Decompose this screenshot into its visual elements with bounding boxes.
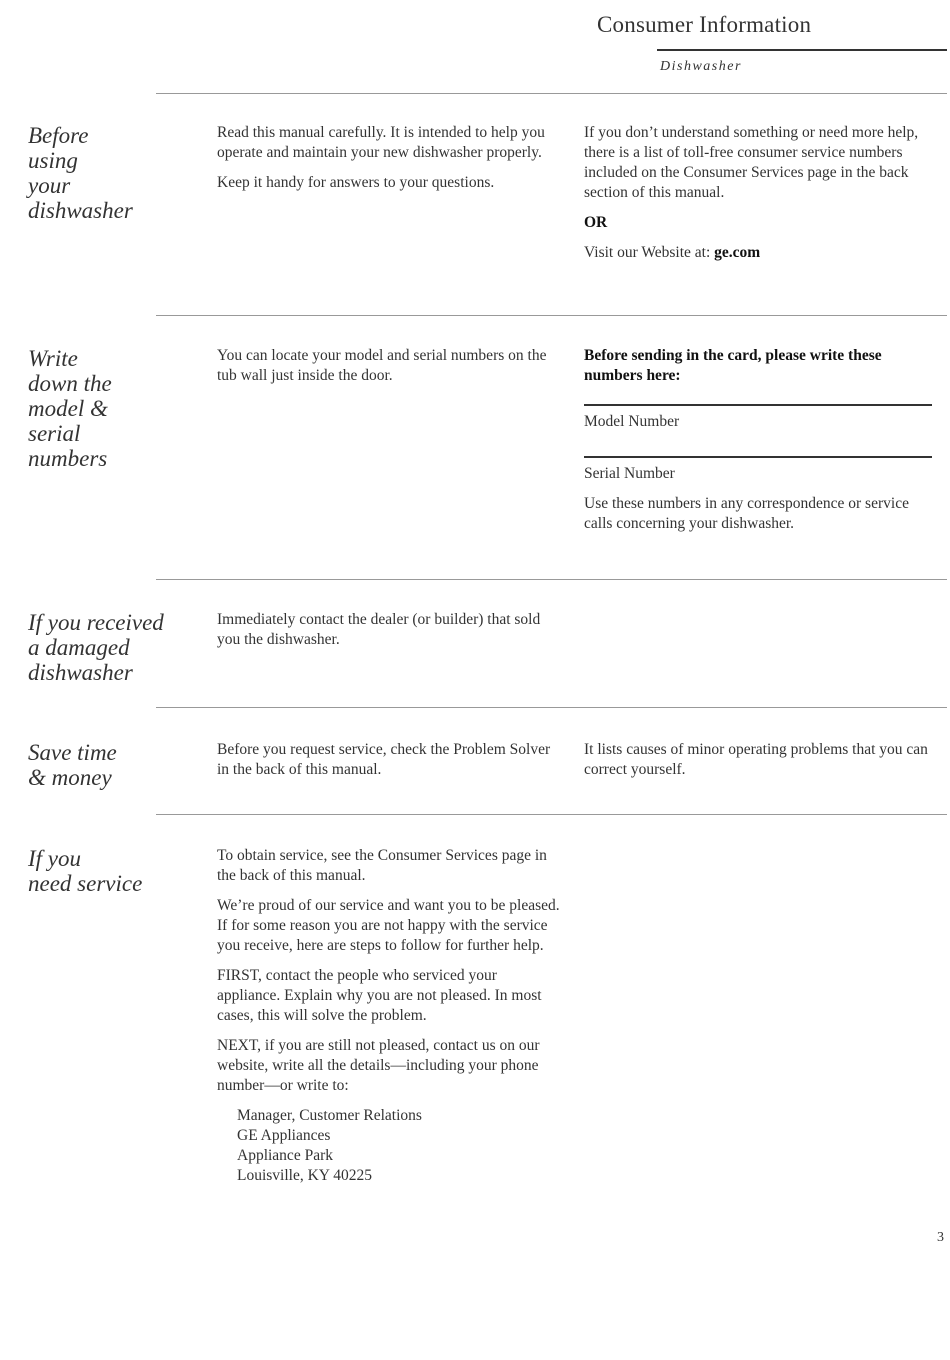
paragraph: NEXT, if you are still not pleased, contact us on our website, write all the details—including your phone number—or write to:: [217, 1037, 540, 1094]
heading-line: dishwasher: [28, 660, 133, 685]
damaged-col1: [217, 610, 552, 660]
page-number: 3: [937, 1230, 944, 1245]
paragraph: FIRST, contact the people who serviced your appliance. Explain why you are not pleased. In most cases, this will solve the problem.: [217, 967, 542, 1024]
paragraph: Immediately contact the dealer (or builder) that sold you the dishwasher.: [217, 611, 541, 648]
heading-need-service: [28, 846, 142, 896]
save-col1: [217, 740, 562, 790]
address-line: Appliance Park: [237, 1147, 333, 1164]
paragraph: To obtain service, see the Consumer Services page in the back of this manual.: [217, 847, 547, 884]
heading-line: Save time: [28, 740, 117, 765]
page-subtitle: Dishwasher: [660, 59, 742, 74]
heading-line: numbers: [28, 446, 108, 471]
website-prefix: Visit our Website at:: [584, 244, 715, 261]
serial-number-label: Serial Number: [584, 465, 675, 482]
address-line: Manager, Customer Relations: [237, 1107, 422, 1124]
serial-number-field[interactable]: [584, 456, 932, 458]
heading-line: If you received: [28, 610, 164, 635]
website-line: [584, 243, 929, 263]
model-number-field[interactable]: [584, 404, 932, 406]
heading-line: & money: [28, 765, 112, 790]
service-col1: [217, 846, 562, 1186]
heading-line: your: [28, 173, 71, 198]
model-number-label: Model Number: [584, 413, 680, 430]
paragraph: Use these numbers in any correspondence or service calls concerning your dishwasher.: [584, 495, 909, 532]
paragraph: If you don’t understand something or need more help, there is a list of toll-free consumer service numbers included on the Consumer Services page in the back section of this manual.: [584, 124, 919, 201]
page-title: Consumer Information: [597, 12, 812, 37]
mailing-address: [217, 1106, 562, 1186]
heading-line: a damaged: [28, 635, 130, 660]
heading-line: model &: [28, 396, 108, 421]
heading-line: using: [28, 148, 78, 173]
heading-line: Write: [28, 346, 78, 371]
section-divider: [156, 707, 947, 708]
address-line: Louisville, KY 40225: [237, 1167, 373, 1184]
section-divider: [156, 315, 947, 316]
section-divider: [156, 579, 947, 580]
heading-line: dishwasher: [28, 198, 133, 223]
section-divider: [156, 93, 947, 94]
heading-line: Before: [28, 123, 89, 148]
write-col1: [217, 346, 562, 396]
heading-before-using: [28, 123, 133, 223]
paragraph: You can locate your model and serial numbers on the tub wall just inside the door.: [217, 347, 547, 384]
heading-write-down: [28, 346, 112, 471]
paragraph: Read this manual carefully. It is intended to help you operate and maintain your new dishwasher properly.: [217, 124, 545, 161]
address-line: GE Appliances: [237, 1127, 331, 1144]
heading-damaged: [28, 610, 164, 685]
heading-save-time: [28, 740, 117, 790]
heading-line: need service: [28, 871, 143, 896]
heading-line: serial: [28, 421, 81, 446]
or-label: OR: [584, 214, 608, 231]
heading-line: down the: [28, 371, 112, 396]
write-instruction: Before sending in the card, please write these numbers here:: [584, 347, 882, 384]
save-col2: [584, 740, 934, 790]
before-col1: [217, 123, 557, 203]
write-col2: [584, 346, 934, 544]
before-col2: [584, 123, 929, 273]
paragraph: Before you request service, check the Problem Solver in the back of this manual.: [217, 741, 551, 778]
paragraph: It lists causes of minor operating problems that you can correct yourself.: [584, 741, 928, 778]
paragraph: Keep it handy for answers to your questions.: [217, 174, 495, 191]
heading-line: If you: [28, 846, 82, 871]
section-divider: [156, 814, 947, 815]
header-rule: [657, 49, 947, 51]
website-link[interactable]: ge.com: [714, 244, 761, 261]
paragraph: We’re proud of our service and want you to be pleased. If for some reason you are not happy with the service you receive, here are steps to follow for further help.: [217, 897, 560, 954]
